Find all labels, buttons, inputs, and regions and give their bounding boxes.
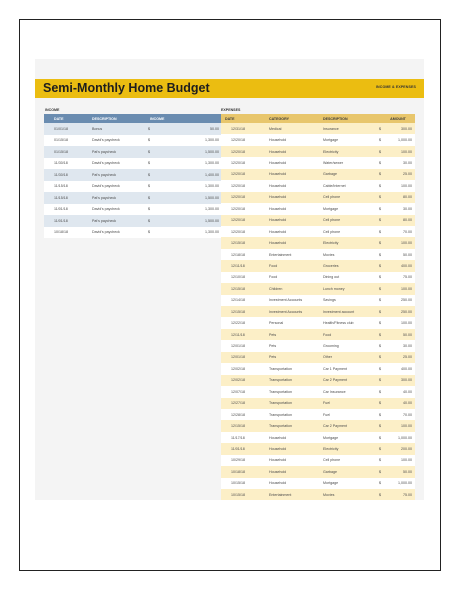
document-page: [19, 19, 441, 571]
expense-amount-cell: 40.00: [387, 398, 415, 409]
expense-currency-cell: $: [377, 329, 387, 340]
income-date-cell: 11/30/18: [44, 158, 88, 170]
expense-row: [221, 466, 415, 477]
income-description-cell: David's paycheck: [88, 158, 146, 170]
expense-category-cell: Transportation: [265, 409, 319, 420]
expense-category-cell: Household: [265, 455, 319, 466]
expense-currency-cell: $: [377, 455, 387, 466]
budget-worksheet: [35, 59, 424, 500]
expense-amount-cell: 40.00: [387, 386, 415, 397]
expense-description-cell: Other: [319, 352, 377, 363]
expense-category-cell: Household: [265, 157, 319, 168]
expense-description-cell: Health/Fitness club: [319, 317, 377, 328]
expense-date-cell: 12/15/18: [221, 283, 265, 294]
expenses-header-category: CATEGORY: [265, 114, 319, 123]
expense-amount-cell: 250.00: [387, 295, 415, 306]
expenses-header-description: DESCRIPTION: [319, 114, 377, 123]
income-date-cell: 11/15/18: [44, 181, 88, 193]
expense-amount-cell: 100.00: [387, 180, 415, 191]
income-description-cell: David's paycheck: [88, 135, 146, 147]
expense-description-cell: Car 2 Payment: [319, 375, 377, 386]
expense-currency-cell: $: [377, 169, 387, 180]
income-currency-cell: $: [146, 215, 190, 227]
expense-description-cell: Mortgage: [319, 134, 377, 145]
expense-date-cell: 12/20/18: [221, 226, 265, 237]
expense-date-cell: 12/20/18: [221, 134, 265, 145]
expense-amount-cell: 100.00: [387, 420, 415, 431]
income-currency-cell: $: [146, 146, 190, 158]
expense-description-cell: Car 1 Payment: [319, 363, 377, 374]
expense-category-cell: Entertainment: [265, 249, 319, 260]
income-date-cell: 01/01/18: [44, 123, 88, 135]
expense-currency-cell: $: [377, 192, 387, 203]
expense-date-cell: 12/20/18: [221, 157, 265, 168]
income-amount-cell: 1,300.00: [190, 158, 222, 170]
expense-date-cell: 10/15/18: [221, 478, 265, 489]
expense-currency-cell: $: [377, 157, 387, 168]
income-currency-cell: $: [146, 227, 190, 239]
expense-row: [221, 237, 415, 248]
expense-row: [221, 203, 415, 214]
expense-category-cell: Household: [265, 466, 319, 477]
expense-description-cell: Fuel: [319, 398, 377, 409]
expense-date-cell: 12/10/18: [221, 272, 265, 283]
expense-row: [221, 478, 415, 489]
expense-description-cell: Fuel: [319, 409, 377, 420]
expense-amount-cell: 70.00: [387, 409, 415, 420]
expense-currency-cell: $: [377, 420, 387, 431]
expense-currency-cell: $: [377, 215, 387, 226]
income-description-cell: Pat's paycheck: [88, 215, 146, 227]
expense-category-cell: Transportation: [265, 398, 319, 409]
expense-category-cell: Entertainment: [265, 489, 319, 500]
expense-description-cell: Food: [319, 329, 377, 340]
expense-amount-cell: 75.00: [387, 489, 415, 500]
income-row: [44, 204, 222, 216]
expense-category-cell: Household: [265, 237, 319, 248]
expense-currency-cell: $: [377, 237, 387, 248]
expense-category-cell: Household: [265, 169, 319, 180]
expense-currency-cell: $: [377, 363, 387, 374]
expense-description-cell: Mortgage: [319, 478, 377, 489]
income-row: [44, 158, 222, 170]
income-row: [44, 192, 222, 204]
expense-row: [221, 249, 415, 260]
expense-currency-cell: $: [377, 272, 387, 283]
expense-amount-cell: 80.00: [387, 215, 415, 226]
expense-category-cell: Household: [265, 192, 319, 203]
expense-row: [221, 169, 415, 180]
income-header-income: INCOME: [146, 114, 222, 123]
expense-row: [221, 409, 415, 420]
title-banner: [35, 79, 424, 98]
income-date-cell: 10/18/18: [44, 227, 88, 239]
expense-date-cell: 12/20/18: [221, 180, 265, 191]
expense-currency-cell: $: [377, 317, 387, 328]
expense-category-cell: Pets: [265, 329, 319, 340]
expense-row: [221, 352, 415, 363]
expense-category-cell: Investment Accounts: [265, 306, 319, 317]
expense-currency-cell: $: [377, 398, 387, 409]
expense-currency-cell: $: [377, 306, 387, 317]
income-description-cell: David's paycheck: [88, 227, 146, 239]
income-section-label: INCOME: [45, 108, 60, 112]
income-description-cell: David's paycheck: [88, 204, 146, 216]
income-amount-cell: 1,500.00: [190, 192, 222, 204]
expense-category-cell: Transportation: [265, 386, 319, 397]
expense-currency-cell: $: [377, 443, 387, 454]
expense-date-cell: 12/28/18: [221, 409, 265, 420]
expense-category-cell: Transportation: [265, 420, 319, 431]
expense-description-cell: Cell phone: [319, 455, 377, 466]
expense-category-cell: Household: [265, 226, 319, 237]
expense-date-cell: 12/20/18: [221, 203, 265, 214]
expenses-header-date: DATE: [221, 114, 265, 123]
expense-description-cell: Savings: [319, 295, 377, 306]
expense-row: [221, 192, 415, 203]
expense-category-cell: Transportation: [265, 363, 319, 374]
expense-description-cell: Dining out: [319, 272, 377, 283]
expense-date-cell: 10/18/18: [221, 466, 265, 477]
expense-currency-cell: $: [377, 375, 387, 386]
expense-row: [221, 226, 415, 237]
expense-amount-cell: 1,000.00: [387, 478, 415, 489]
expense-row: [221, 420, 415, 431]
income-row: [44, 169, 222, 181]
expense-currency-cell: $: [377, 134, 387, 145]
expense-amount-cell: 1,000.00: [387, 134, 415, 145]
expense-currency-cell: $: [377, 340, 387, 351]
expense-description-cell: Cable/Internet: [319, 180, 377, 191]
expense-description-cell: Water/sewer: [319, 157, 377, 168]
income-row: [44, 215, 222, 227]
expense-description-cell: Grooming: [319, 340, 377, 351]
expense-amount-cell: 30.00: [387, 340, 415, 351]
expense-category-cell: Household: [265, 215, 319, 226]
expense-description-cell: Movies: [319, 249, 377, 260]
expense-row: [221, 146, 415, 157]
income-amount-cell: 1,300.00: [190, 204, 222, 216]
expenses-section-label: EXPENSES: [221, 108, 241, 112]
expense-date-cell: 12/02/18: [221, 375, 265, 386]
expense-currency-cell: $: [377, 352, 387, 363]
expense-amount-cell: 200.00: [387, 443, 415, 454]
expense-amount-cell: 300.00: [387, 375, 415, 386]
expense-currency-cell: $: [377, 386, 387, 397]
income-header-description: DESCRIPTION: [88, 114, 146, 123]
expense-description-cell: Movies: [319, 489, 377, 500]
income-description-cell: Pat's paycheck: [88, 192, 146, 204]
expense-description-cell: Cell phone: [319, 226, 377, 237]
income-header-row: [44, 114, 222, 123]
expense-category-cell: Food: [265, 272, 319, 283]
expense-date-cell: 11/17/18: [221, 432, 265, 443]
expense-date-cell: 12/20/18: [221, 192, 265, 203]
income-amount-cell: 1,300.00: [190, 181, 222, 193]
expense-row: [221, 340, 415, 351]
income-date-cell: 01/15/18: [44, 135, 88, 147]
expense-category-cell: Household: [265, 432, 319, 443]
expense-row: [221, 134, 415, 145]
expense-currency-cell: $: [377, 180, 387, 191]
income-currency-cell: $: [146, 123, 190, 135]
income-row: [44, 123, 222, 135]
expense-category-cell: Household: [265, 203, 319, 214]
expense-amount-cell: 100.00: [387, 317, 415, 328]
expense-date-cell: 12/11/18: [221, 329, 265, 340]
expense-row: [221, 272, 415, 283]
expense-amount-cell: 50.00: [387, 329, 415, 340]
expense-category-cell: Pets: [265, 352, 319, 363]
expense-row: [221, 375, 415, 386]
expense-date-cell: 12/27/18: [221, 398, 265, 409]
income-header-date: DATE: [44, 114, 88, 123]
expense-row: [221, 283, 415, 294]
expense-row: [221, 317, 415, 328]
income-currency-cell: $: [146, 135, 190, 147]
expense-amount-cell: 100.00: [387, 146, 415, 157]
expense-description-cell: Car 2 Payment: [319, 420, 377, 431]
expense-date-cell: 10/29/18: [221, 455, 265, 466]
expense-amount-cell: 400.00: [387, 363, 415, 374]
expense-currency-cell: $: [377, 466, 387, 477]
expense-currency-cell: $: [377, 146, 387, 157]
expense-category-cell: Transportation: [265, 375, 319, 386]
income-row: [44, 181, 222, 193]
expense-date-cell: 10/15/18: [221, 489, 265, 500]
income-amount-cell: 1,300.00: [190, 135, 222, 147]
expense-date-cell: 12/20/18: [221, 146, 265, 157]
expense-row: [221, 180, 415, 191]
income-description-cell: David's paycheck: [88, 181, 146, 193]
expense-amount-cell: 400.00: [387, 260, 415, 271]
expense-date-cell: 12/18/18: [221, 249, 265, 260]
expenses-header-row: [221, 114, 415, 123]
expense-row: [221, 443, 415, 454]
expense-date-cell: 12/15/18: [221, 237, 265, 248]
expenses-table: [221, 114, 415, 500]
income-currency-cell: $: [146, 204, 190, 216]
expense-category-cell: Personal: [265, 317, 319, 328]
expenses-header-amount: AMOUNT: [377, 114, 415, 123]
expense-currency-cell: $: [377, 123, 387, 134]
income-date-cell: 01/15/18: [44, 146, 88, 158]
income-currency-cell: $: [146, 158, 190, 170]
income-amount-cell: 1,500.00: [190, 215, 222, 227]
expense-description-cell: Insurance: [319, 123, 377, 134]
expense-amount-cell: 1,000.00: [387, 432, 415, 443]
expense-amount-cell: 75.00: [387, 272, 415, 283]
expense-description-cell: Groceries: [319, 260, 377, 271]
expense-category-cell: Medical: [265, 123, 319, 134]
expense-date-cell: 12/01/18: [221, 340, 265, 351]
expense-amount-cell: 80.00: [387, 192, 415, 203]
income-date-cell: 11/01/18: [44, 215, 88, 227]
expense-date-cell: 12/15/18: [221, 420, 265, 431]
expense-amount-cell: 50.00: [387, 466, 415, 477]
expense-currency-cell: $: [377, 409, 387, 420]
expense-currency-cell: $: [377, 432, 387, 443]
income-amount-cell: 1,300.00: [190, 227, 222, 239]
expense-currency-cell: $: [377, 489, 387, 500]
expense-amount-cell: 50.00: [387, 249, 415, 260]
expense-description-cell: Mortgage: [319, 203, 377, 214]
expense-description-cell: Mortgage: [319, 432, 377, 443]
expense-row: [221, 386, 415, 397]
expense-amount-cell: 100.00: [387, 455, 415, 466]
expense-date-cell: 11/01/18: [221, 443, 265, 454]
expense-amount-cell: 100.00: [387, 283, 415, 294]
expense-category-cell: Household: [265, 134, 319, 145]
expense-description-cell: Cell phone: [319, 215, 377, 226]
income-row: [44, 135, 222, 147]
expense-category-cell: Pets: [265, 340, 319, 351]
expense-row: [221, 260, 415, 271]
expense-description-cell: Garbage: [319, 169, 377, 180]
expense-date-cell: 12/22/18: [221, 317, 265, 328]
expense-amount-cell: 25.00: [387, 169, 415, 180]
expense-date-cell: 12/15/18: [221, 306, 265, 317]
expense-category-cell: Children: [265, 283, 319, 294]
expense-row: [221, 489, 415, 500]
income-amount-cell: 50.00: [190, 123, 222, 135]
expense-date-cell: 12/31/18: [221, 123, 265, 134]
expense-currency-cell: $: [377, 283, 387, 294]
expense-row: [221, 329, 415, 340]
income-date-cell: 11/15/18: [44, 192, 88, 204]
expense-row: [221, 157, 415, 168]
expense-amount-cell: 100.00: [387, 237, 415, 248]
expense-row: [221, 306, 415, 317]
expense-category-cell: Household: [265, 478, 319, 489]
income-description-cell: Bonus: [88, 123, 146, 135]
expense-currency-cell: $: [377, 226, 387, 237]
expense-date-cell: 12/02/18: [221, 363, 265, 374]
expense-row: [221, 123, 415, 134]
expense-description-cell: Investment account: [319, 306, 377, 317]
expense-currency-cell: $: [377, 203, 387, 214]
income-date-cell: 11/30/18: [44, 169, 88, 181]
expense-date-cell: 12/14/18: [221, 295, 265, 306]
expense-amount-cell: 250.00: [387, 306, 415, 317]
expense-row: [221, 398, 415, 409]
expense-row: [221, 455, 415, 466]
income-currency-cell: $: [146, 169, 190, 181]
expense-amount-cell: 70.00: [387, 226, 415, 237]
page-subtitle: INCOME & EXPENSES: [375, 85, 416, 89]
expense-row: [221, 363, 415, 374]
expense-category-cell: Investment Accounts: [265, 295, 319, 306]
expense-description-cell: Garbage: [319, 466, 377, 477]
income-row: [44, 146, 222, 158]
expense-date-cell: 12/11/18: [221, 260, 265, 271]
income-table: [44, 114, 222, 238]
expense-row: [221, 432, 415, 443]
expense-currency-cell: $: [377, 249, 387, 260]
expense-category-cell: Food: [265, 260, 319, 271]
income-date-cell: 11/01/18: [44, 204, 88, 216]
expense-category-cell: Household: [265, 146, 319, 157]
expense-row: [221, 215, 415, 226]
income-description-cell: Pat's paycheck: [88, 169, 146, 181]
expense-description-cell: Cell phone: [319, 192, 377, 203]
expense-amount-cell: 30.00: [387, 203, 415, 214]
expense-amount-cell: 25.00: [387, 352, 415, 363]
page-title: Semi-Monthly Home Budget: [43, 81, 210, 95]
income-currency-cell: $: [146, 181, 190, 193]
income-row: [44, 227, 222, 239]
expense-description-cell: Lunch money: [319, 283, 377, 294]
expense-date-cell: 12/20/18: [221, 215, 265, 226]
expense-currency-cell: $: [377, 260, 387, 271]
expense-row: [221, 295, 415, 306]
income-currency-cell: $: [146, 192, 190, 204]
income-description-cell: Pat's paycheck: [88, 146, 146, 158]
expense-description-cell: Car Insurance: [319, 386, 377, 397]
expense-amount-cell: 30.00: [387, 157, 415, 168]
expense-description-cell: Electricity: [319, 443, 377, 454]
income-amount-cell: 1,500.00: [190, 146, 222, 158]
expense-category-cell: Household: [265, 443, 319, 454]
expense-description-cell: Electricity: [319, 237, 377, 248]
expense-date-cell: 12/20/18: [221, 169, 265, 180]
expense-category-cell: Household: [265, 180, 319, 191]
income-amount-cell: 1,400.00: [190, 169, 222, 181]
expense-description-cell: Electricity: [319, 146, 377, 157]
expense-currency-cell: $: [377, 295, 387, 306]
expense-currency-cell: $: [377, 478, 387, 489]
expense-date-cell: 12/01/18: [221, 352, 265, 363]
expense-date-cell: 12/07/18: [221, 386, 265, 397]
expense-amount-cell: 300.00: [387, 123, 415, 134]
